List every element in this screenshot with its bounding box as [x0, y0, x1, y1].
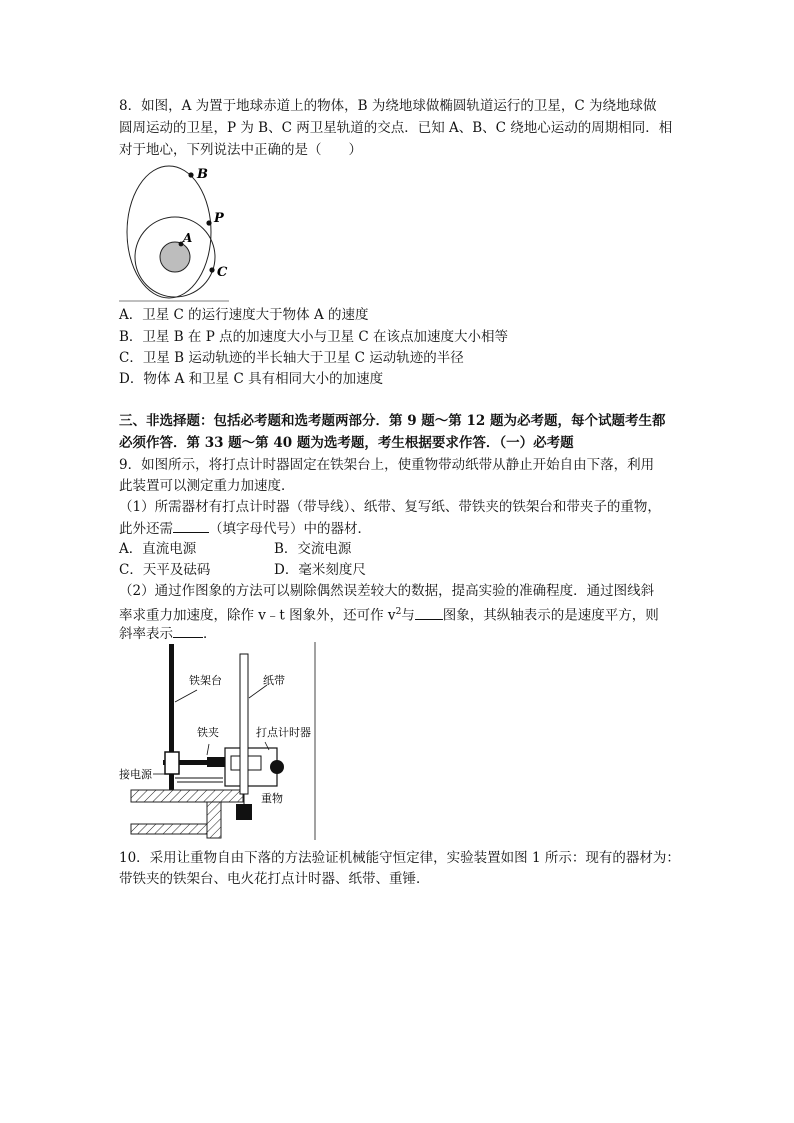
q9-part2-text-d: 斜率表示: [119, 626, 173, 642]
label-power: 接电源: [119, 768, 152, 781]
timer-body: [225, 748, 277, 786]
table-top: [131, 790, 243, 802]
q9-option-c: C．天平及砝码: [119, 562, 211, 578]
q8-option-d: D．物体 A 和卫星 C 具有相同大小的加速度: [119, 371, 384, 387]
label-clamp: 铁夹: [197, 726, 219, 739]
paper-tape: [240, 654, 248, 794]
q8-stem-line2: 圆周运动的卫星，P 为 B、C 两卫星轨道的交点．已知 A、B、C 绕地心运动的周期相同．相: [119, 120, 673, 136]
q9-option-a: A．直流电源: [119, 541, 197, 557]
q9-part1-text-b: （填字母代号）中的器材．: [209, 521, 371, 537]
q9-part2-line1: （2）通过作图象的方法可以剔除偶然误差较大的数据，提高实验的准确程度．通过图线斜: [119, 583, 655, 599]
point-c-dot: [209, 267, 214, 272]
section3-heading-line1: 三、非选择题：包括必考题和选考题两部分．第 9 题～第 12 题为必考题，每个试题考生都: [119, 413, 666, 429]
q10-stem-line2: 带铁夹的铁架台、电火花打点计时器、纸带、重锤．: [119, 871, 430, 887]
q9-stem-line2: 此装置可以测定重力加速度．: [119, 478, 295, 494]
label-c: C: [217, 265, 228, 280]
q9-part2-answer-blank1[interactable]: [415, 605, 443, 620]
elliptical-orbit-b: [127, 166, 211, 298]
q9-part2-text-c: 图象，其纵轴表示的是速度平方，则: [442, 607, 659, 624]
weight-block: [236, 804, 252, 820]
label-timer: 打点计时器: [256, 726, 311, 739]
q9-option-d: D．毫米刻度尺: [274, 562, 366, 578]
q9-option-b: B．交流电源: [274, 541, 352, 557]
q8-option-b: B．卫星 B 在 P 点的加速度大小与卫星 C 在该点加速度大小相等: [119, 329, 509, 345]
q9-part2-text-a: 率求重力加速度，除作 v﹣t 图象外，还可作 v: [119, 607, 396, 624]
q9-part2-text-b: 与: [401, 607, 415, 624]
q9-part2-superscript: 2: [395, 607, 402, 617]
label-tape: 纸带: [263, 674, 285, 687]
clamp-block: [165, 752, 179, 774]
q9-part2-text-e: ．: [203, 626, 217, 642]
q8-stem-line1: 8．如图，A 为置于地球赤道上的物体，B 为绕地球做椭圆轨道运行的卫星，C 为绕地球做: [119, 98, 657, 114]
earth-circle: [160, 242, 190, 272]
leader-stand: [175, 690, 197, 702]
orbit-figure: [119, 160, 239, 305]
q9-part2-answer-blank2[interactable]: [173, 623, 203, 638]
clamp-screw: [207, 757, 225, 767]
point-p-dot: [206, 220, 211, 225]
section3-heading-line2: 必须作答．第 33 题～第 40 题为选考题，考生根据要求作答．（一）必考题: [119, 435, 574, 451]
label-weight: 重物: [261, 792, 283, 805]
q8-option-c: C．卫星 B 运动轨迹的半长轴大于卫星 C 运动轨迹的半径: [119, 350, 464, 366]
label-p: P: [214, 211, 224, 226]
table-edge: [207, 802, 221, 838]
q9-options-row2: [119, 560, 366, 580]
q9-options-row1: [119, 539, 351, 559]
leader-clamp: [207, 744, 209, 755]
base-plate: [131, 824, 207, 834]
label-b: B: [197, 167, 208, 182]
q10-stem-line1: 10．采用让重物自由下落的方法验证机械能守恒定律，实验装置如图 1 所示：现有的器材为：: [119, 850, 680, 866]
q8-stem-line3: 对于地心，下列说法中正确的是（ ）: [119, 142, 362, 158]
q8-option-a: A．卫星 C 的运行速度大于物体 A 的速度: [119, 307, 369, 323]
q9-part2-line2: [119, 602, 659, 626]
point-b-dot: [188, 172, 193, 177]
q9-stem-line1: 9．如图所示，将打点计时器固定在铁架台上，使重物带动纸带从静止开始自由下落，利用: [119, 457, 655, 473]
apparatus-figure: [119, 640, 329, 840]
q9-part1-answer-blank[interactable]: [173, 518, 209, 533]
timer-wheel: [270, 760, 284, 774]
q9-part1-text-a: 此外还需: [119, 521, 173, 537]
q9-part1-line2: [119, 518, 371, 539]
label-a: A: [183, 231, 193, 245]
q9-part1-line1: （1）所需器材有打点计时器（带导线）、纸带、复写纸、带铁夹的铁架台和带夹子的重物，: [119, 499, 661, 515]
label-stand: 铁架台: [189, 674, 222, 687]
